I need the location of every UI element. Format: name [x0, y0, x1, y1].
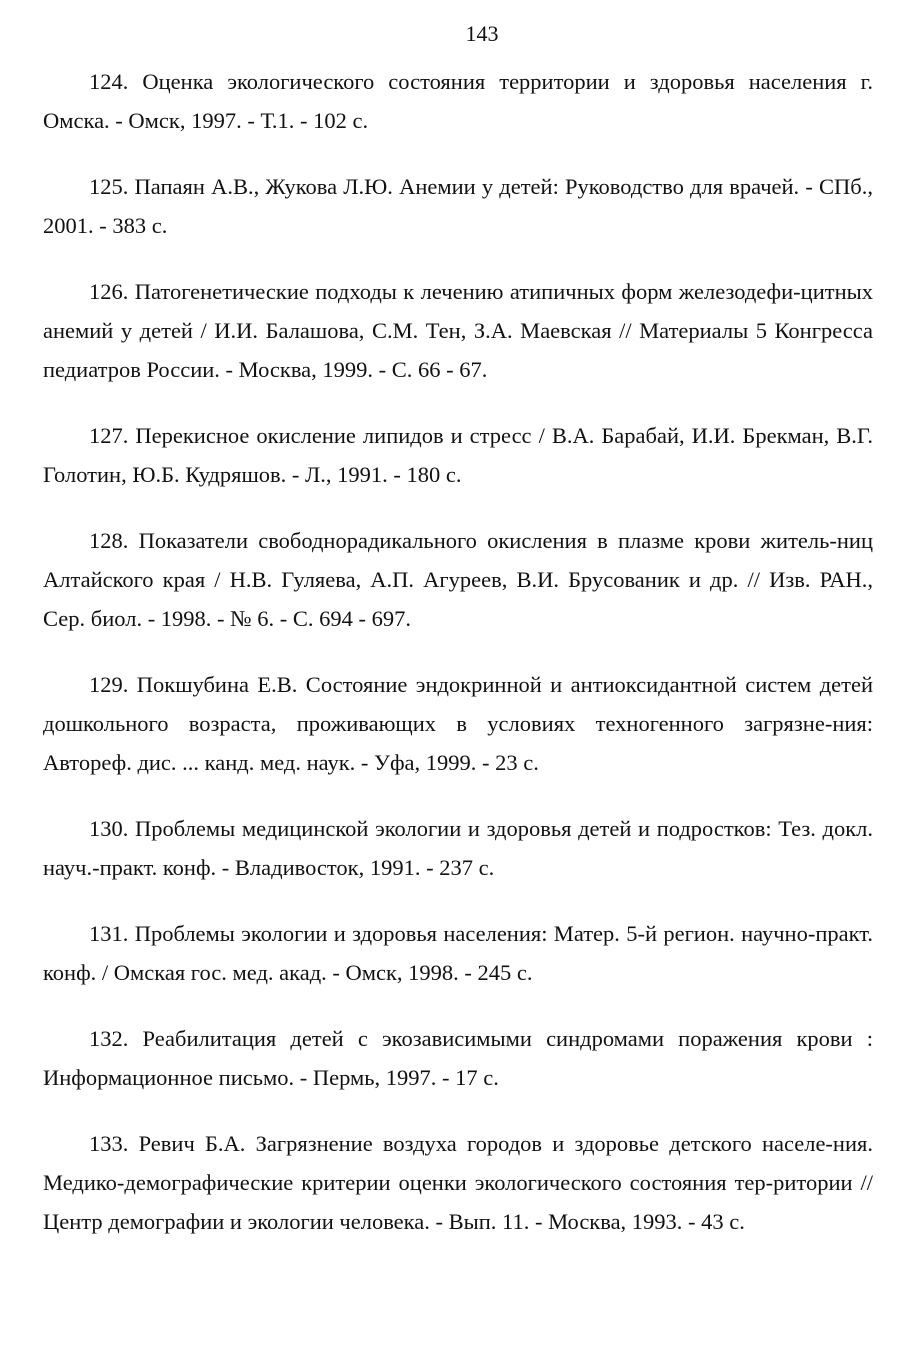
page-number: 143 [465, 21, 499, 46]
reference-item: 132. Реабилитация детей с экозависимыми синдромами поражения крови : Информационное письмо. - Пермь, 1997. - 17 с. [43, 1026, 873, 1090]
reference-item: 133. Ревич Б.А. Загрязнение воздуха городов и здоровье детского населе-ния. Медико-демографические критерии оценки экологического состояния тер-ритории // Центр демографии и экологии человека. - Вып. 11. - Москва, 1993. - 43 с. [43, 1131, 873, 1234]
reference-item: 130. Проблемы медицинской экологии и здоровья детей и подростков: Тез. докл. науч.-практ. конф. - Владивосток, 1991. - 237 с. [43, 816, 873, 880]
reference-item: 127. Перекисное окисление липидов и стресс / В.А. Барабай, И.И. Брекман, В.Г. Голотин, Ю.Б. Кудряшов. - Л., 1991. - 180 с. [43, 423, 873, 487]
reference-list [43, 62, 873, 1241]
reference-item: 125. Папаян А.В., Жукова Л.Ю. Анемии у детей: Руководство для врачей. - СПб., 2001. - 383 с. [43, 174, 873, 238]
reference-item: 126. Патогенетические подходы к лечению атипичных форм железодефи-цитных анемий у детей / И.И. Балашова, С.М. Тен, З.А. Маевская // Материалы 5 Конгресса педиатров России. - Москва, 1999. - С. 66 - 67. [43, 279, 873, 382]
reference-item: 128. Показатели свободнорадикального окисления в плазме крови житель-ниц Алтайского края / Н.В. Гуляева, А.П. Агуреев, В.И. Брусованик и др. // Изв. РАН., Сер. биол. - 1998. - № 6. - С. 694 - 697. [43, 528, 873, 631]
reference-item: 131. Проблемы экологии и здоровья населения: Матер. 5-й регион. научно-практ. конф. / Омская гос. мед. акад. - Омск, 1998. - 245 с. [43, 921, 873, 985]
reference-item: 124. Оценка экологического состояния территории и здоровья населения г. Омска. - Омск, 1997. - Т.1. - 102 с. [43, 69, 873, 133]
reference-item: 129. Покшубина Е.В. Состояние эндокринной и антиоксидантной систем детей дошкольного возраста, проживающих в условиях техногенного загрязне-ния: Автореф. дис. ... канд. мед. наук. - Уфа, 1999. - 23 с. [43, 672, 873, 775]
